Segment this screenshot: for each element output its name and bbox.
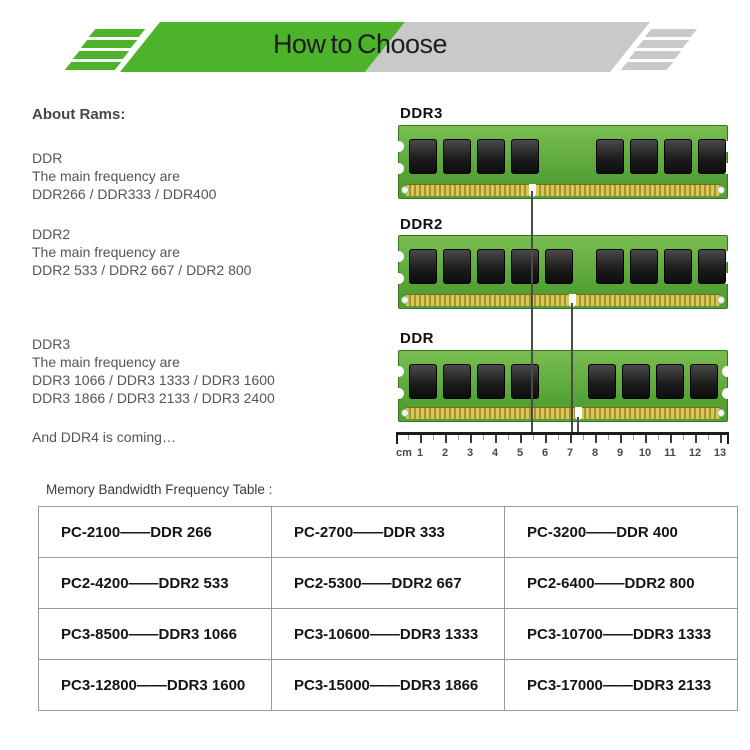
memory-chip [698, 249, 726, 284]
memory-chip [596, 139, 624, 174]
module-label-ddr3: DDR3 [400, 105, 443, 122]
ruler-tick-half [458, 435, 459, 440]
table-cell: PC3-10600——DDR3 1333 [272, 609, 505, 660]
memory-chip [443, 139, 471, 174]
header-banner [40, 22, 700, 72]
ruler-tick-major [545, 435, 547, 443]
ruler-tick-major [495, 435, 497, 443]
ddr2-section [32, 225, 372, 279]
ruler-tick-half [683, 435, 684, 440]
table-row [39, 558, 738, 609]
ruler-tick-major [570, 435, 572, 443]
edge-clip-notch [393, 163, 404, 174]
ruler-tick-half [483, 435, 484, 440]
ruler-unit-label: cm [396, 447, 412, 459]
ruler-tick-major [595, 435, 597, 443]
ruler-tick-half [558, 435, 559, 440]
memory-chip [664, 139, 692, 174]
table-cell: PC3-17000——DDR3 2133 [505, 660, 738, 711]
table-row [39, 660, 738, 711]
page-title: How to Choose [272, 29, 448, 59]
ruler-number: 2 [441, 447, 449, 459]
ddr2-line: The main frequency are [32, 244, 180, 260]
ruler-tick-half [433, 435, 434, 440]
cm-ruler [396, 432, 730, 462]
about-heading: About Rams: [32, 106, 126, 123]
memory-chip [664, 249, 692, 284]
ram-module-ddr [398, 350, 728, 422]
ddr3-line: The main frequency are [32, 354, 180, 370]
memory-chip [545, 249, 573, 284]
ruler-tick-half [408, 435, 409, 440]
table-row [39, 609, 738, 660]
ruler-tick-major [695, 435, 697, 443]
notch-connector-line [571, 303, 573, 433]
ddr2-name: DDR2 [32, 226, 71, 242]
chip-group-left [409, 249, 573, 284]
memory-chip [588, 364, 616, 399]
gold-pin-strip [406, 407, 720, 419]
table-cell: PC3-10700——DDR3 1333 [505, 609, 738, 660]
ruler-tick-major [620, 435, 622, 443]
banner-speed-stripe [645, 29, 697, 37]
memory-chip [630, 249, 658, 284]
table-cell: PC3-12800——DDR3 1600 [39, 660, 272, 711]
ruler-number: 1 [416, 447, 424, 459]
ruler-number: 8 [591, 447, 599, 459]
ruler-number: 13 [713, 447, 727, 459]
ruler-tick-major [670, 435, 672, 443]
ruler-tick-half [658, 435, 659, 440]
mounting-hole [401, 296, 409, 304]
frequency-table-section [38, 482, 712, 711]
memory-chip [477, 139, 505, 174]
banner-speed-stripe [629, 51, 681, 59]
ruler-number: 3 [466, 447, 474, 459]
table-cell: PC-2700——DDR 333 [272, 507, 505, 558]
ruler-tick-major [445, 435, 447, 443]
ruler-number: 10 [638, 447, 652, 459]
edge-clip-notch [393, 366, 404, 377]
mounting-hole [401, 409, 409, 417]
memory-chip [690, 364, 718, 399]
memory-chip [443, 249, 471, 284]
table-cell: PC3-8500——DDR3 1066 [39, 609, 272, 660]
table-row [39, 507, 738, 558]
ruler-number: 7 [566, 447, 574, 459]
ruler-tick-major [520, 435, 522, 443]
memory-chip [511, 364, 539, 399]
notch-connector-line [577, 417, 579, 433]
ddr3-name: DDR3 [32, 336, 71, 352]
ruler-tick-half [608, 435, 609, 440]
memory-chip [630, 139, 658, 174]
ram-module-ddr3 [398, 125, 728, 199]
memory-bandwidth-table [38, 506, 738, 711]
edge-clip-notch [393, 141, 404, 152]
memory-chip [622, 364, 650, 399]
ruler-tick-half [533, 435, 534, 440]
gold-pin-strip [406, 294, 720, 306]
module-label-ddr2: DDR2 [400, 216, 443, 233]
edge-clip-notch [722, 366, 733, 377]
memory-chip [409, 364, 437, 399]
edge-clip-notch [393, 388, 404, 399]
mounting-hole [717, 296, 725, 304]
table-cell: PC3-15000——DDR3 1866 [272, 660, 505, 711]
ddr-section [32, 149, 372, 203]
memory-chip [511, 139, 539, 174]
chip-group-left [409, 364, 539, 399]
mounting-hole [401, 186, 409, 194]
ruler-endcap [396, 432, 398, 444]
ddr-line: DDR266 / DDR333 / DDR400 [32, 186, 217, 202]
ruler-number: 5 [516, 447, 524, 459]
table-cell: PC-2100——DDR 266 [39, 507, 272, 558]
ruler-number: 12 [688, 447, 702, 459]
ruler-tick-major [720, 435, 722, 443]
memory-chip [656, 364, 684, 399]
ddr-line: The main frequency are [32, 168, 180, 184]
memory-chip [443, 364, 471, 399]
memory-chip [698, 139, 726, 174]
banner-speed-stripe [89, 29, 145, 37]
table-cell: PC2-5300——DDR2 667 [272, 558, 505, 609]
mounting-hole [717, 409, 725, 417]
ddr3-line: DDR3 1866 / DDR3 2133 / DDR3 2400 [32, 390, 275, 406]
mounting-hole [717, 186, 725, 194]
ddr-name: DDR [32, 150, 63, 166]
module-label-ddr: DDR [400, 330, 434, 347]
table-cell: PC-3200——DDR 400 [505, 507, 738, 558]
banner-speed-stripe [81, 40, 137, 48]
memory-chip [511, 249, 539, 284]
memory-chip [477, 364, 505, 399]
ruler-number: 11 [664, 447, 676, 459]
ddr4-footnote: And DDR4 is coming… [32, 429, 176, 445]
ddr3-section [32, 335, 372, 407]
ruler-tick-major [470, 435, 472, 443]
notch-connector-line [531, 191, 533, 433]
ruler-tick-half [708, 435, 709, 440]
ruler-endcap [727, 432, 729, 444]
edge-clip-notch [722, 388, 733, 399]
gold-pin-strip [406, 184, 720, 196]
ruler-tick-major [420, 435, 422, 443]
banner-speed-stripe [65, 62, 121, 70]
table-cell: PC2-4200——DDR2 533 [39, 558, 272, 609]
ddr3-line: DDR3 1066 / DDR3 1333 / DDR3 1600 [32, 372, 275, 388]
memory-chip [409, 139, 437, 174]
ruler-tick-half [583, 435, 584, 440]
memory-chip [477, 249, 505, 284]
table-heading: Memory Bandwidth Frequency Table : [46, 482, 273, 497]
edge-clip-notch [393, 273, 404, 284]
banner-speed-stripe [621, 62, 673, 70]
ruler-number: 9 [616, 447, 624, 459]
ruler-tick-half [633, 435, 634, 440]
ruler-tick-half [508, 435, 509, 440]
memory-chip [409, 249, 437, 284]
ddr2-line: DDR2 533 / DDR2 667 / DDR2 800 [32, 262, 252, 278]
chip-group-right [588, 364, 718, 399]
ram-module-ddr2 [398, 235, 728, 309]
about-rams-text [32, 106, 372, 446]
chip-group-right [596, 249, 726, 284]
edge-clip-notch [393, 251, 404, 262]
memory-chip [596, 249, 624, 284]
chip-group-right [596, 139, 726, 174]
table-cell: PC2-6400——DDR2 800 [505, 558, 738, 609]
banner-speed-stripe [637, 40, 689, 48]
ruler-number: 6 [541, 447, 549, 459]
ruler-number: 4 [491, 447, 499, 459]
chip-group-left [409, 139, 539, 174]
ruler-tick-major [645, 435, 647, 443]
banner-speed-stripe [73, 51, 129, 59]
